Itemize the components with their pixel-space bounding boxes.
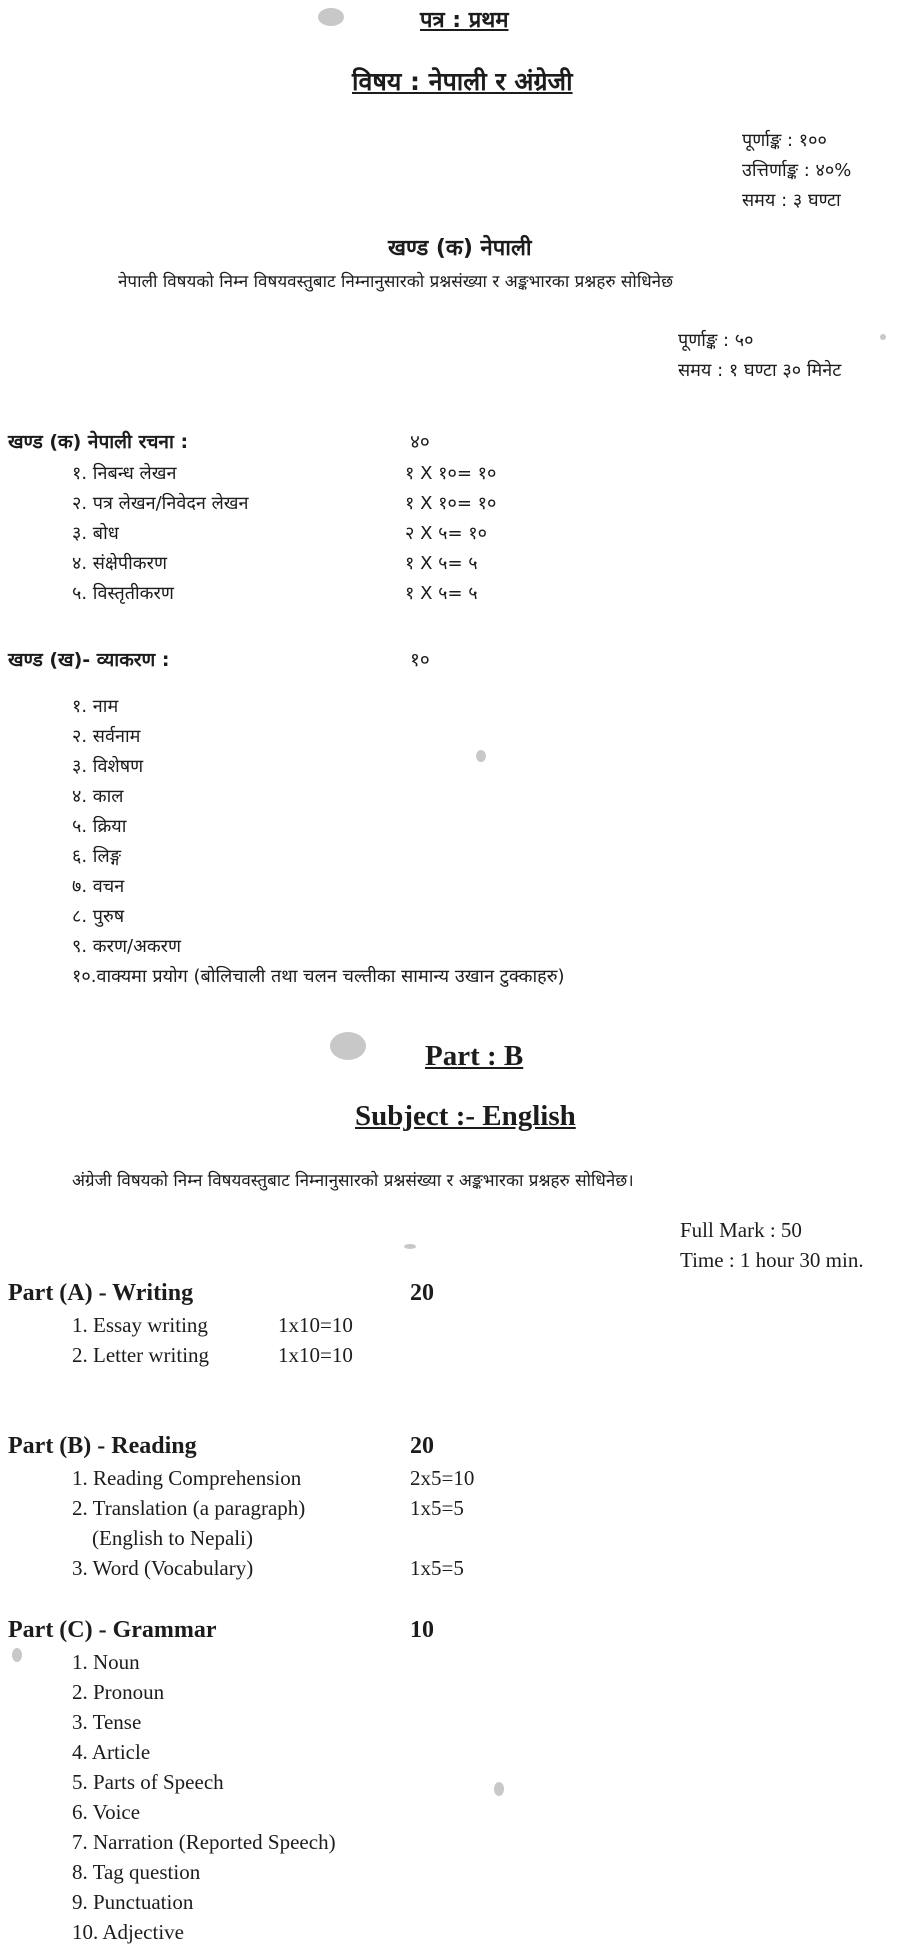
reading-item: 3. Word (Vocabulary) xyxy=(72,1556,254,1580)
grammar-item: 2. Pronoun xyxy=(72,1680,165,1704)
rachana-marks: २ X ५= १० xyxy=(405,523,488,544)
top-time: समय : ३ घण्टा xyxy=(742,190,841,211)
grammar-item: 4. Article xyxy=(72,1740,151,1764)
vyakaran-item: ६. लिङ्ग xyxy=(72,846,122,867)
vyakaran-item: ९. करण/अकरण xyxy=(72,936,182,957)
rachana-item: ५. विस्तृतीकरण xyxy=(72,583,174,604)
nepali-intro: नेपाली विषयको निम्न विषयवस्तुबाट निम्नानुसारको प्रश्नसंख्या र अङ्कभारका प्रश्नहरु सोधिनेछ xyxy=(118,272,674,292)
nepali-time: समय : १ घण्टा ३० मिनेट xyxy=(678,360,842,381)
grammar-item: 3. Tense xyxy=(72,1710,142,1734)
grammar-item: 7. Narration (Reported Speech) xyxy=(72,1830,336,1854)
scan-speck xyxy=(330,1032,366,1060)
grammar-item: 9. Punctuation xyxy=(72,1890,194,1914)
scan-speck xyxy=(404,1244,416,1249)
scan-speck xyxy=(880,334,886,340)
writing-total: 20 xyxy=(410,1280,434,1306)
vyakaran-item: ५. क्रिया xyxy=(72,816,127,837)
rachana-title: खण्ड (क) नेपाली रचना : xyxy=(8,431,189,453)
english-intro: अंग्रेजी विषयको निम्न विषयवस्तुबाट निम्नानुसारको प्रश्नसंख्या र अङ्कभारका प्रश्नहरु सोधिनेछ। xyxy=(72,1171,634,1191)
vyakaran-item: ८. पुरुष xyxy=(72,906,125,927)
rachana-total: ४० xyxy=(410,431,430,453)
vyakaran-item: ४. काल xyxy=(72,786,124,807)
writing-marks: 1x10=10 xyxy=(278,1343,353,1367)
scan-speck xyxy=(318,8,344,26)
reading-total: 20 xyxy=(410,1433,434,1459)
rachana-marks: १ X ५= ५ xyxy=(405,553,478,574)
reading-marks: 2x5=10 xyxy=(410,1466,475,1490)
reading-title: Part (B) - Reading xyxy=(8,1433,197,1459)
grammar-item: 8. Tag question xyxy=(72,1860,201,1884)
top-pass-marks: उत्तिर्णाङ्क : ४०% xyxy=(742,160,852,181)
english-time: Time : 1 hour 30 min. xyxy=(680,1248,864,1272)
rachana-item: ३. बोध xyxy=(72,523,119,544)
vyakaran-item: ७. वचन xyxy=(72,876,125,897)
grammar-total: 10 xyxy=(410,1617,434,1643)
rachana-marks: १ X १०= १० xyxy=(405,493,497,514)
reading-item: (English to Nepali) xyxy=(92,1526,253,1550)
writing-marks: 1x10=10 xyxy=(278,1313,353,1337)
reading-marks: 1x5=5 xyxy=(410,1556,464,1580)
scan-speck xyxy=(12,1648,22,1662)
grammar-title: Part (C) - Grammar xyxy=(8,1617,217,1643)
paper-title: पत्र : प्रथम xyxy=(420,8,509,33)
vyakaran-item: ३. विशेषण xyxy=(72,756,144,777)
rachana-marks: १ X ५= ५ xyxy=(405,583,478,604)
vyakaran-item: १०.वाक्यमा प्रयोग (बोलिचाली तथा चलन चल्तीका सामान्य उखान टुक्काहरु) xyxy=(72,966,565,987)
writing-item: 1. Essay writing xyxy=(72,1313,208,1337)
english-full-mark: Full Mark : 50 xyxy=(680,1218,802,1242)
grammar-item: 5. Parts of Speech xyxy=(72,1770,224,1794)
scan-speck xyxy=(476,750,486,762)
reading-item: 1. Reading Comprehension xyxy=(72,1466,302,1490)
writing-item: 2. Letter writing xyxy=(72,1343,210,1367)
grammar-item: 10. Adjective xyxy=(72,1920,184,1944)
vyakaran-title: खण्ड (ख)- व्याकरण : xyxy=(8,649,170,671)
rachana-item: २. पत्र लेखन/निवेदन लेखन xyxy=(72,493,249,514)
english-subject-title: Subject :- English xyxy=(355,1100,576,1132)
rachana-marks: १ X १०= १० xyxy=(405,463,497,484)
reading-marks: 1x5=5 xyxy=(410,1496,464,1520)
vyakaran-item: १. नाम xyxy=(72,696,119,717)
rachana-item: १. निबन्ध लेखन xyxy=(72,463,177,484)
nepali-heading: खण्ड (क) नेपाली xyxy=(388,236,532,261)
reading-item: 2. Translation (a paragraph) xyxy=(72,1496,306,1520)
nepali-full-marks: पूर्णाङ्क : ५० xyxy=(678,330,754,351)
grammar-item: 1. Noun xyxy=(72,1650,140,1674)
rachana-item: ४. संक्षेपीकरण xyxy=(72,553,167,574)
vyakaran-total: १० xyxy=(410,649,430,671)
part-b-title: Part : B xyxy=(425,1040,524,1072)
grammar-item: 6. Voice xyxy=(72,1800,141,1824)
subject-title: विषय : नेपाली र अंग्रेजी xyxy=(352,67,573,96)
vyakaran-item: २. सर्वनाम xyxy=(72,726,141,747)
writing-title: Part (A) - Writing xyxy=(8,1280,194,1306)
top-full-marks: पूर्णाङ्क : १०० xyxy=(742,130,827,151)
scan-speck xyxy=(494,1782,504,1796)
